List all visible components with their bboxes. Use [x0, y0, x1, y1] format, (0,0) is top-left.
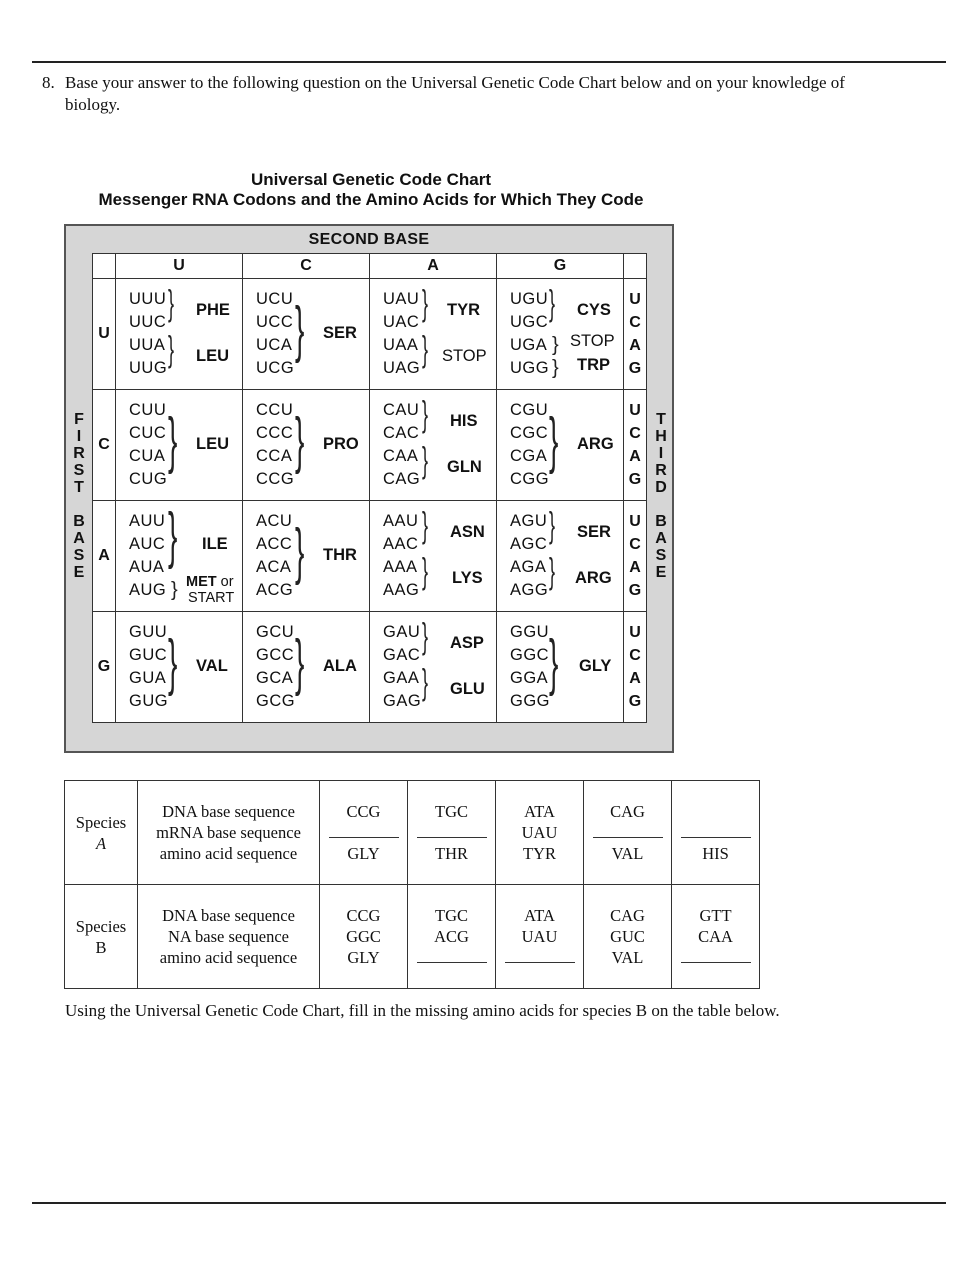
row-label-mrna: mRNA base sequence: [156, 823, 301, 842]
third-base-letter: E: [655, 564, 667, 581]
third-base-letter: A: [655, 530, 667, 547]
grid-corner: [93, 254, 116, 279]
mrna-value: ACG: [434, 927, 469, 946]
cell-gc: [243, 612, 370, 723]
codon-list: [256, 399, 294, 491]
codon: UCA: [256, 336, 293, 354]
codon: UCC: [256, 313, 294, 331]
third-base-g: G: [628, 471, 642, 488]
table-row-species-b: [65, 885, 760, 989]
amino-acid-label: ARG: [575, 569, 612, 587]
brace: }: [295, 628, 305, 697]
codon: AUA: [129, 558, 165, 576]
row-label-amino-acid: amino acid sequence: [159, 844, 298, 863]
third-base-a: A: [629, 337, 641, 354]
dna-value: ATA: [524, 906, 555, 925]
amino-acid-label: ASN: [450, 523, 485, 541]
first-base-letter: E: [73, 564, 85, 581]
third-base-g: G: [628, 582, 642, 599]
amino-acid-label: THR: [323, 546, 357, 564]
codon-list: [383, 288, 420, 380]
met-label: MET: [186, 574, 217, 590]
amino-acid-label: [186, 575, 234, 590]
third-base-g: G: [628, 693, 642, 710]
mrna-value: GGC: [346, 927, 381, 946]
column-header-g: G: [497, 254, 624, 279]
third-base-column: [624, 390, 647, 501]
codon: CAA: [383, 447, 419, 465]
first-base-letter: B: [73, 513, 85, 530]
codon: CGC: [510, 424, 549, 442]
amino-acid-label: STOP: [570, 332, 615, 350]
third-base-letter: R: [655, 462, 667, 479]
mrna-value: CAA: [698, 927, 733, 946]
first-base-label: [69, 411, 89, 581]
codon: CAU: [383, 401, 420, 419]
codon: AGG: [510, 581, 549, 599]
amino-acid-label: LEU: [196, 435, 229, 453]
cell-ug: [497, 279, 624, 390]
cell-cc: [243, 390, 370, 501]
codon: UCG: [256, 359, 295, 377]
row-header-u: U: [93, 279, 116, 390]
codon: UGC: [510, 313, 549, 331]
codon: CUA: [129, 447, 166, 465]
third-base-c: C: [629, 647, 641, 664]
second-base-label: SECOND BASE: [308, 231, 430, 248]
row-label-mrna: NA base sequence: [168, 927, 289, 946]
row-header-g: G: [93, 612, 116, 723]
species-letter: B: [95, 937, 107, 957]
codon: AGA: [510, 558, 547, 576]
third-base-label: [651, 411, 671, 581]
codon: CGU: [510, 401, 549, 419]
codon-list: [129, 510, 166, 602]
amino-acid-blank[interactable]: [672, 947, 759, 968]
amino-acid-label: LEU: [196, 347, 229, 365]
cell-gu: [116, 612, 243, 723]
cell-ca: [370, 390, 497, 501]
codon: UUG: [129, 359, 168, 377]
codon: GAC: [383, 646, 421, 664]
chart-title: Universal Genetic Code Chart: [251, 170, 491, 189]
third-base-column: [624, 279, 647, 390]
cell-cu: [116, 390, 243, 501]
codon-list: [383, 399, 420, 491]
amino-acid-label: VAL: [196, 657, 228, 675]
top-rule: [32, 61, 946, 63]
third-base-letter: H: [655, 428, 667, 445]
codon-list: [256, 621, 295, 713]
sequence-labels: [138, 885, 320, 989]
cell-uc: [243, 279, 370, 390]
third-base-column: [624, 501, 647, 612]
amino-acid-value: GLY: [347, 948, 380, 967]
brace: }: [295, 517, 305, 586]
third-base-u: U: [629, 624, 641, 641]
codon: CGG: [510, 470, 550, 488]
codon-list: [129, 399, 167, 491]
codon: ACA: [256, 558, 292, 576]
cell-aa: [370, 501, 497, 612]
brace: }: [549, 282, 556, 323]
brace: }: [168, 628, 178, 697]
third-base-a: A: [629, 670, 641, 687]
codon: GGU: [510, 623, 550, 641]
first-base-letter: I: [76, 428, 82, 445]
brace: }: [168, 501, 178, 570]
start-label: START: [188, 590, 235, 606]
amino-acid-label: ASP: [450, 634, 484, 652]
codon: GGC: [510, 646, 550, 664]
column-header-c: C: [243, 254, 370, 279]
amino-acid-label: HIS: [450, 412, 478, 430]
codon: GCA: [256, 669, 294, 687]
dna-value: TGC: [435, 802, 468, 821]
cell-gg: [497, 612, 624, 723]
brace: }: [552, 357, 559, 379]
chart-title-block: [66, 170, 676, 210]
dna-value: CAG: [610, 906, 645, 925]
sequence-column: [672, 885, 760, 989]
brace: }: [171, 579, 178, 601]
codon: GUC: [129, 646, 168, 664]
cell-ac: [243, 501, 370, 612]
amino-acid-label: GLU: [450, 680, 485, 698]
codon: UUC: [129, 313, 167, 331]
codon: GAU: [383, 623, 421, 641]
amino-acid-label: PHE: [196, 301, 230, 319]
species-word: Species: [75, 916, 127, 936]
amino-acid-label: PRO: [323, 435, 359, 453]
codon: CGA: [510, 447, 548, 465]
or-label: or: [220, 574, 234, 590]
sequence-column: [408, 781, 496, 885]
species-letter: A: [95, 833, 107, 853]
amino-acid-label: LYS: [452, 569, 483, 587]
amino-acid-label: GLN: [447, 458, 482, 476]
grid-corner: [624, 254, 647, 279]
codon: GUG: [129, 692, 169, 710]
brace: }: [549, 550, 556, 591]
sequence-column: [320, 885, 408, 989]
amino-acid-value: VAL: [611, 844, 644, 863]
sequence-column: [320, 781, 408, 885]
dna-value: CCG: [346, 802, 381, 821]
first-base-letter: T: [74, 479, 84, 496]
amino-acid-blank[interactable]: [408, 947, 495, 968]
sequence-column: [584, 885, 672, 989]
amino-acid-value: TYR: [523, 844, 556, 863]
codon: UAU: [383, 290, 420, 308]
codon-grid: [92, 253, 647, 723]
brace: }: [422, 328, 429, 369]
cell-uu: [116, 279, 243, 390]
amino-acid-label: GLY: [579, 657, 612, 675]
mrna-blank[interactable]: [672, 822, 759, 843]
dna-value: CAG: [610, 802, 645, 821]
mrna-blank[interactable]: [408, 822, 495, 843]
amino-acid-label: SER: [323, 324, 357, 342]
third-base-c: C: [629, 314, 641, 331]
third-base-c: C: [629, 536, 641, 553]
species-label: [65, 885, 138, 989]
codon-list: [510, 288, 549, 380]
codon-list: [256, 510, 293, 602]
sequence-labels: [138, 781, 320, 885]
codon: ACG: [256, 581, 294, 599]
third-base-gap: [651, 496, 671, 513]
dna-value: ATA: [524, 802, 555, 821]
brace: }: [422, 661, 429, 702]
third-base-u: U: [629, 513, 641, 530]
mrna-value: UAU: [521, 927, 558, 946]
codon: CAG: [383, 470, 421, 488]
dna-value: CCG: [346, 906, 381, 925]
mrna-blank[interactable]: [320, 822, 407, 843]
cell-cg: [497, 390, 624, 501]
third-base-letter: T: [656, 411, 666, 428]
first-base-letter: F: [74, 411, 84, 428]
column-header-a: A: [370, 254, 497, 279]
amino-acid-label: ALA: [323, 657, 357, 675]
codon: AAC: [383, 535, 419, 553]
codon: UAG: [383, 359, 421, 377]
question-number: 8.: [42, 73, 55, 92]
first-base-letter: R: [73, 445, 85, 462]
cell-au: [116, 501, 243, 612]
codon: CUG: [129, 470, 168, 488]
codon: GAG: [383, 692, 422, 710]
codon: AAU: [383, 512, 419, 530]
third-base-letter: D: [655, 479, 667, 496]
third-base-c: C: [629, 425, 641, 442]
brace: }: [422, 615, 429, 656]
brace: }: [549, 406, 559, 475]
cell-ga: [370, 612, 497, 723]
codon: CCG: [256, 470, 295, 488]
codon-list: [510, 621, 550, 713]
brace: }: [422, 550, 429, 591]
row-label-dna: DNA base sequence: [162, 906, 295, 925]
sequence-column: [584, 781, 672, 885]
amino-acid-label: CYS: [577, 301, 611, 319]
codon: UUA: [129, 336, 166, 354]
brace: }: [295, 295, 305, 364]
codon: GCU: [256, 623, 295, 641]
codon: CCA: [256, 447, 293, 465]
codon: CUC: [129, 424, 167, 442]
codon: GUA: [129, 669, 167, 687]
brace: }: [168, 406, 178, 475]
row-header-c: C: [93, 390, 116, 501]
bottom-rule: [32, 1202, 946, 1204]
third-base-a: A: [629, 559, 641, 576]
mrna-value: GUC: [610, 927, 645, 946]
amino-acid-blank[interactable]: [496, 947, 583, 968]
dna-value: GTT: [699, 906, 732, 925]
brace: }: [422, 439, 429, 480]
codon: AUC: [129, 535, 166, 553]
question-block: [42, 72, 902, 116]
codon-list: [510, 510, 548, 602]
codon: AGU: [510, 512, 548, 530]
cell-ua: [370, 279, 497, 390]
amino-acid-label: TRP: [577, 356, 610, 374]
amino-acid-value: GLY: [347, 844, 380, 863]
codon: UAA: [383, 336, 419, 354]
brace: }: [168, 282, 175, 323]
third-base-letter: I: [658, 445, 664, 462]
amino-acid-value: THR: [435, 844, 468, 863]
brace: }: [549, 504, 556, 545]
species-word: Species: [75, 812, 127, 832]
codon: GAA: [383, 669, 420, 687]
codon-list: [383, 621, 421, 713]
species-table: [64, 780, 760, 989]
chart-subtitle: Messenger RNA Codons and the Amino Acids for Which They Code: [98, 190, 644, 209]
amino-acid-value: VAL: [611, 948, 644, 967]
codon: CCU: [256, 401, 294, 419]
codon-list: [256, 288, 294, 380]
codon-list: [129, 621, 168, 713]
codon: AGC: [510, 535, 548, 553]
third-base-letter: B: [655, 513, 667, 530]
row-header-a: A: [93, 501, 116, 612]
first-base-letter: A: [73, 530, 85, 547]
mrna-blank[interactable]: [584, 822, 671, 843]
brace: }: [552, 334, 559, 356]
species-label: [65, 781, 138, 885]
codon: CUU: [129, 401, 167, 419]
dna-empty: [672, 801, 759, 822]
codon: UGA: [510, 336, 548, 354]
third-base-letter: S: [655, 547, 667, 564]
sequence-column: [496, 885, 584, 989]
sequence-column: [408, 885, 496, 989]
brace: }: [422, 504, 429, 545]
third-base-u: U: [629, 291, 641, 308]
codon: UGU: [510, 290, 549, 308]
question-text: Base your answer to the following question on the Universal Genetic Code Chart below and on your knowledge of biology.: [65, 73, 845, 114]
codon: AUG: [129, 581, 167, 599]
amino-acid-label: STOP: [442, 347, 487, 365]
first-base-letter: S: [73, 547, 85, 564]
third-base-u: U: [629, 402, 641, 419]
codon: ACC: [256, 535, 293, 553]
codon: CCC: [256, 424, 294, 442]
codon: GGA: [510, 669, 549, 687]
codon: ACU: [256, 512, 293, 530]
sequence-column: [496, 781, 584, 885]
brace: }: [168, 328, 175, 369]
brace: }: [549, 628, 559, 697]
brace: }: [422, 393, 429, 434]
row-label-amino-acid: amino acid sequence: [159, 948, 298, 967]
codon: AAG: [383, 581, 420, 599]
column-header-u: U: [116, 254, 243, 279]
row-label-dna: DNA base sequence: [162, 802, 295, 821]
cell-ag: [497, 501, 624, 612]
codon-list: [510, 399, 549, 491]
first-base-gap: [69, 496, 89, 513]
mrna-value: UAU: [521, 823, 558, 842]
brace: }: [422, 282, 429, 323]
codon: AUU: [129, 512, 166, 530]
codon: GCC: [256, 646, 295, 664]
codon-list: [383, 510, 419, 602]
codon: UUU: [129, 290, 167, 308]
third-base-g: G: [628, 360, 642, 377]
first-base-letter: S: [73, 462, 85, 479]
codon-list: [129, 288, 167, 380]
codon: GGG: [510, 692, 551, 710]
codon: AAA: [383, 558, 418, 576]
codon: UCU: [256, 290, 294, 308]
amino-acid-label: ARG: [577, 435, 614, 453]
codon: GUU: [129, 623, 168, 641]
sequence-column: [672, 781, 760, 885]
amino-acid-label: ILE: [202, 535, 228, 553]
dna-value: TGC: [435, 906, 468, 925]
codon: GCG: [256, 692, 296, 710]
instruction-text: Using the Universal Genetic Code Chart, fill in the missing amino acids for species B on the table below.: [65, 1001, 780, 1020]
brace: }: [295, 406, 305, 475]
codon: UGG: [510, 359, 550, 377]
codon: CAC: [383, 424, 420, 442]
table-row-species-a: [65, 781, 760, 885]
third-base-a: A: [629, 448, 641, 465]
amino-acid-label: SER: [577, 523, 611, 541]
codon: UAC: [383, 313, 420, 331]
amino-acid-value: HIS: [702, 844, 729, 863]
third-base-column: [624, 612, 647, 723]
amino-acid-label: TYR: [447, 301, 480, 319]
